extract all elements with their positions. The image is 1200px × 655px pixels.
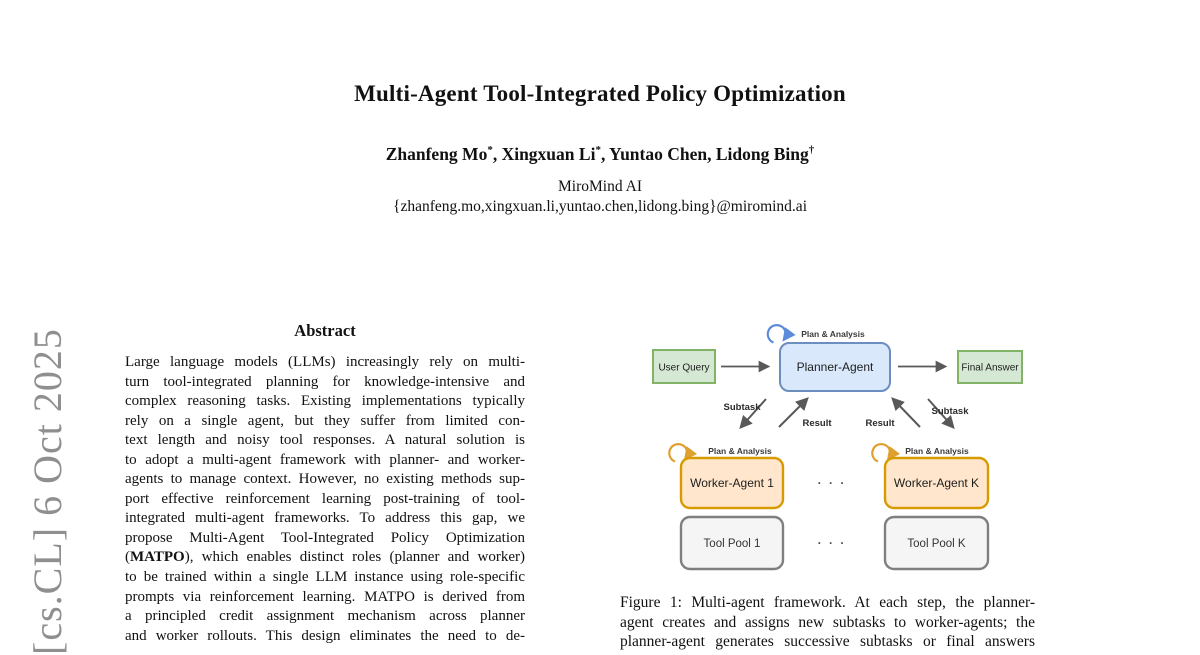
planner-agent-label: Planner-Agent [796,360,874,374]
text-line: port effective reinforcement learning post-training of tool- [125,490,525,507]
text-line: turn tool-integrated planning for knowledge-intensive and [125,373,525,390]
user-query-label: User Query [658,362,710,374]
text-line: a principled credit assignment mechanism across planner [125,608,525,625]
text-line: and worker rollouts. This design eliminates the need to de- [125,627,525,644]
author-1-mark: * [487,144,493,157]
arrow-result-right [893,399,920,427]
figure-caption [620,593,1035,652]
planner-self-loop-icon [768,325,786,342]
text-line: prompts via reinforcement learning. MATPO is derived from [125,588,525,605]
email-line: {zhanfeng.mo,xingxuan.li,yuntao.chen,lidong.bing}@miromind.ai [393,198,807,215]
author-2: , Xingxuan Li* [492,144,601,164]
text-line: to adopt a multi-agent framework with planner- and worker- [125,451,525,468]
pool1-label: Tool Pool 1 [703,538,761,550]
text-line: Large language models (LLMs) increasingly rely on multi- [125,354,525,370]
worker1-label: Worker-Agent 1 [690,476,774,490]
text-line: text length and noisy tool responses. A natural solution is [125,432,525,449]
text-line: agent creates and assigns new subtasks to worker-agents; the [620,613,1035,631]
result-right-label: Result [865,418,895,429]
text-line: complex reasoning tasks. Existing implementations typically [125,393,525,410]
workerK-self-loop-icon [872,444,890,461]
abstract-heading: Abstract [294,321,356,340]
subtask-left-label: Subtask [723,402,761,413]
worker-ellipsis: · · · [817,476,847,490]
final-answer-label: Final Answer [961,362,1019,374]
abstract-text [125,353,525,646]
subtask-right-label: Subtask [931,406,969,417]
text-line: (MATPO), which enables distinct roles (planner and worker) [125,549,525,566]
affiliation: MiroMind AI [558,178,642,195]
planner-loop-label: Plan & Analysis [801,329,865,339]
author-2-mark: * [595,144,601,157]
author-1: Zhanfeng Mo* [385,144,493,164]
author-line [0,144,1200,165]
author-4: , Lidong Bing† [707,144,815,164]
figure-1 [620,303,1040,591]
result-left-label: Result [802,418,832,429]
text-line: agents to manage context. However, no existing methods sup- [125,471,525,488]
workerK-label: Worker-Agent K [893,476,980,490]
text-line: Figure 1: Multi-agent framework. At each step, the planner- [620,594,1035,611]
author-4-mark: † [808,144,815,157]
page-title: Multi-Agent Tool-Integrated Policy Optimization [354,81,846,106]
worker1-loop-label: Plan & Analysis [708,446,772,456]
author-3: , Yuntao Chen [600,144,708,164]
multi-agent-diagram [620,303,1040,591]
text-line: planner-agent generates successive subtasks or final answers [620,633,1035,650]
text-line: rely on a single agent, but they suffer from limited con- [125,412,525,429]
text-line: to be trained within a single LLM instance using role-specific [125,569,525,586]
pool-ellipsis: · · · [817,536,847,550]
text-line: integrated multi-agent frameworks. To address this gap, we [125,510,525,527]
poolK-label: Tool Pool K [907,538,966,550]
arxiv-watermark: [cs.CL] 6 Oct 2025 [25,328,70,655]
text-line: propose Multi-Agent Tool-Integrated Policy Optimization [125,529,525,546]
workerK-loop-label: Plan & Analysis [905,446,969,456]
